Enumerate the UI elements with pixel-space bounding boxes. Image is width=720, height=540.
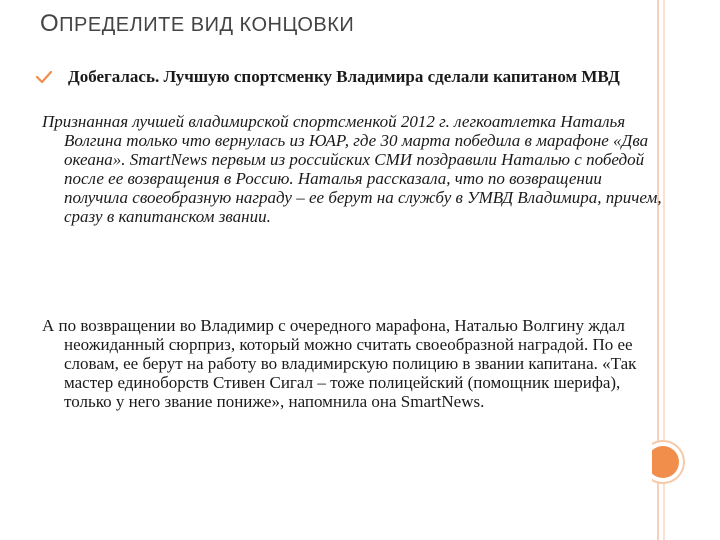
bullet-item xyxy=(36,67,646,86)
title-first-letter: О xyxy=(40,10,60,37)
bullet-headline: Добегалась. Лучшую спортсменку Владимира сделали капитаном МВД xyxy=(68,67,620,86)
italic-paragraph: Признанная лучшей владимирской спортсменкой 2012 г. легкоатлетка Наталья Волгина только что вернулась из ЮАР, где 30 марта победила в марафоне «Два океана». SmartNews первым из российских СМИ поздравили Наталью с победой после ее возвращения в Россию. Наталья рассказала, что по возвращении получила своеобразную награду – ее берут на службу в УМВД Владимира, причем, сразу в капитанском звании. xyxy=(42,112,662,226)
checkmark-bullet-icon xyxy=(36,69,52,83)
slide-title xyxy=(40,10,354,38)
decorative-side-border xyxy=(652,0,720,540)
border-graphic xyxy=(652,0,720,540)
plain-paragraph: А по возвращении во Владимир с очередного марафона, Наталью Волгину ждал неожиданный сюрприз, который можно считать своеобразной наградой. По ее словам, ее берут на работу во владимирскую полицию в звании капитана. «Так мастер единоборств Стивен Сигал – тоже полицейский (помощник шерифа), только у него звание пониже», напомнила она SmartNews. xyxy=(42,316,637,411)
title-rest: ПРЕДЕЛИТЕ ВИД КОНЦОВКИ xyxy=(59,14,355,36)
